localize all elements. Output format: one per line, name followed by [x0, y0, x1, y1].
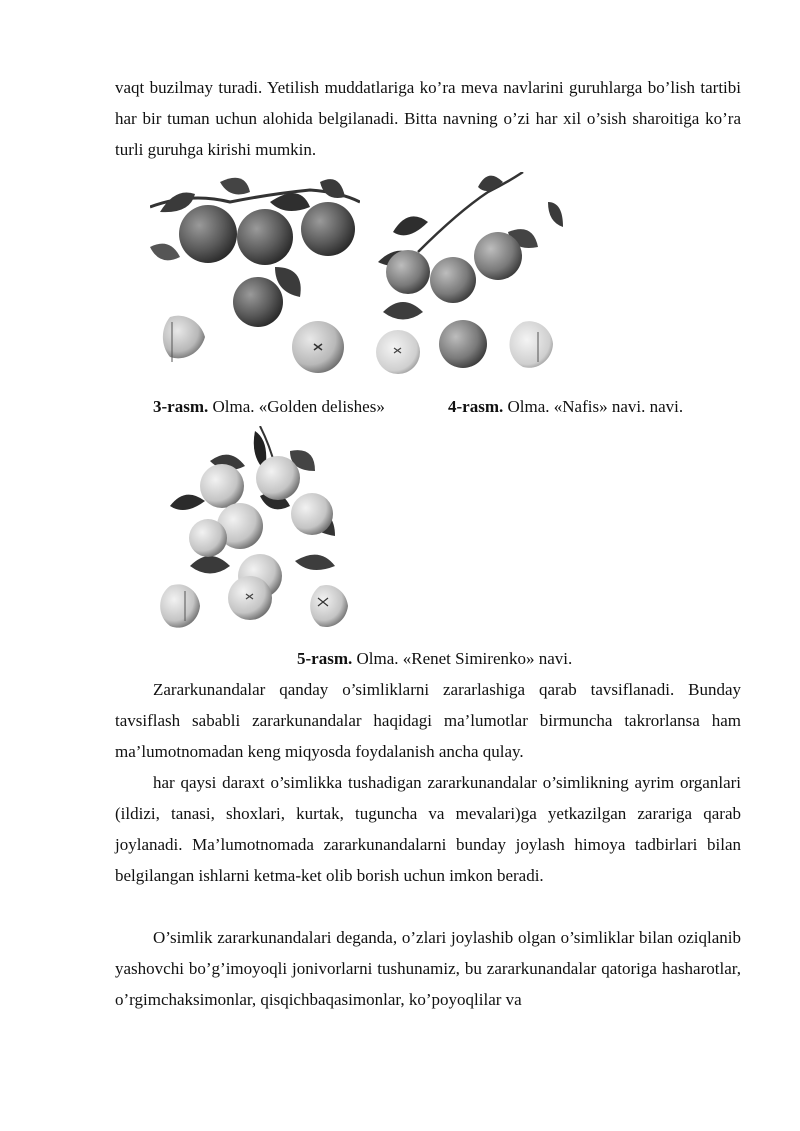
apple-nafis-photo: [358, 172, 570, 377]
figure-4-label: 4-rasm.: [448, 397, 504, 416]
apple-golden-delishes-photo: [150, 172, 360, 377]
paragraph-1: vaqt buzilmay turadi. Yetilish muddatlariga ko’ra meva navlarini guruhlarga bo’lish tartibi har bir tuman uchun alohida belgilanadi. Bitta navning o’zi har xil o’sish sharoitiga ko’ra turli guruhga kirishi mumkin.: [115, 78, 741, 159]
paragraph-4: O’simlik zararkunandalari deganda, o’zlari joylashib olgan o’simliklar bilan oziqlanib yashovchi bo’g’imoyoqli jonivorlarni tushunamiz, bu zararkunandalar qatoriga hasharotlar, o’rgimchaksimonlar, qisqichbaqasimonlar, ko’poyoqlilar va: [115, 928, 741, 1009]
figure-5-caption: [297, 648, 572, 670]
figure-3-text: Olma. «Golden delishes»: [208, 397, 385, 416]
figure-3-caption: [153, 396, 385, 418]
figure-5-text: Olma. «Renet Simirenko» navi.: [352, 649, 573, 668]
figure-4-caption: [448, 396, 683, 418]
paragraph-2: Zararkunandalar qanday o’simliklarni zararlashiga qarab tavsiflanadi. Bunday tavsiflash sababli zararkunandalar haqidagi ma’lumotlar birmuncha takrorlansa ham ma’lumotnomadan keng miqyosda foydalanish ancha qulay.: [115, 680, 741, 761]
paragraph-3: har qaysi daraxt o’simlikka tushadigan zararkunandalar o’simlikning ayrim organlari (ildizi, tanasi, shoxlari, kurtak, tuguncha va mevalari)ga yetkazilgan zarariga qarab joylanadi. Ma’lumotnomada zararkunandalarni bunday joylash himoya tadbirlari bilan belgilangan ishlarni ketma-ket olib borish uchun imkon beradi.: [115, 773, 741, 885]
figure-4-text: Olma. «Nafis» navi. navi.: [503, 397, 684, 416]
apple-renet-simirenko-photo: [150, 426, 356, 638]
figure-3-label: 3-rasm.: [153, 397, 209, 416]
figure-5-label: 5-rasm.: [297, 649, 353, 668]
